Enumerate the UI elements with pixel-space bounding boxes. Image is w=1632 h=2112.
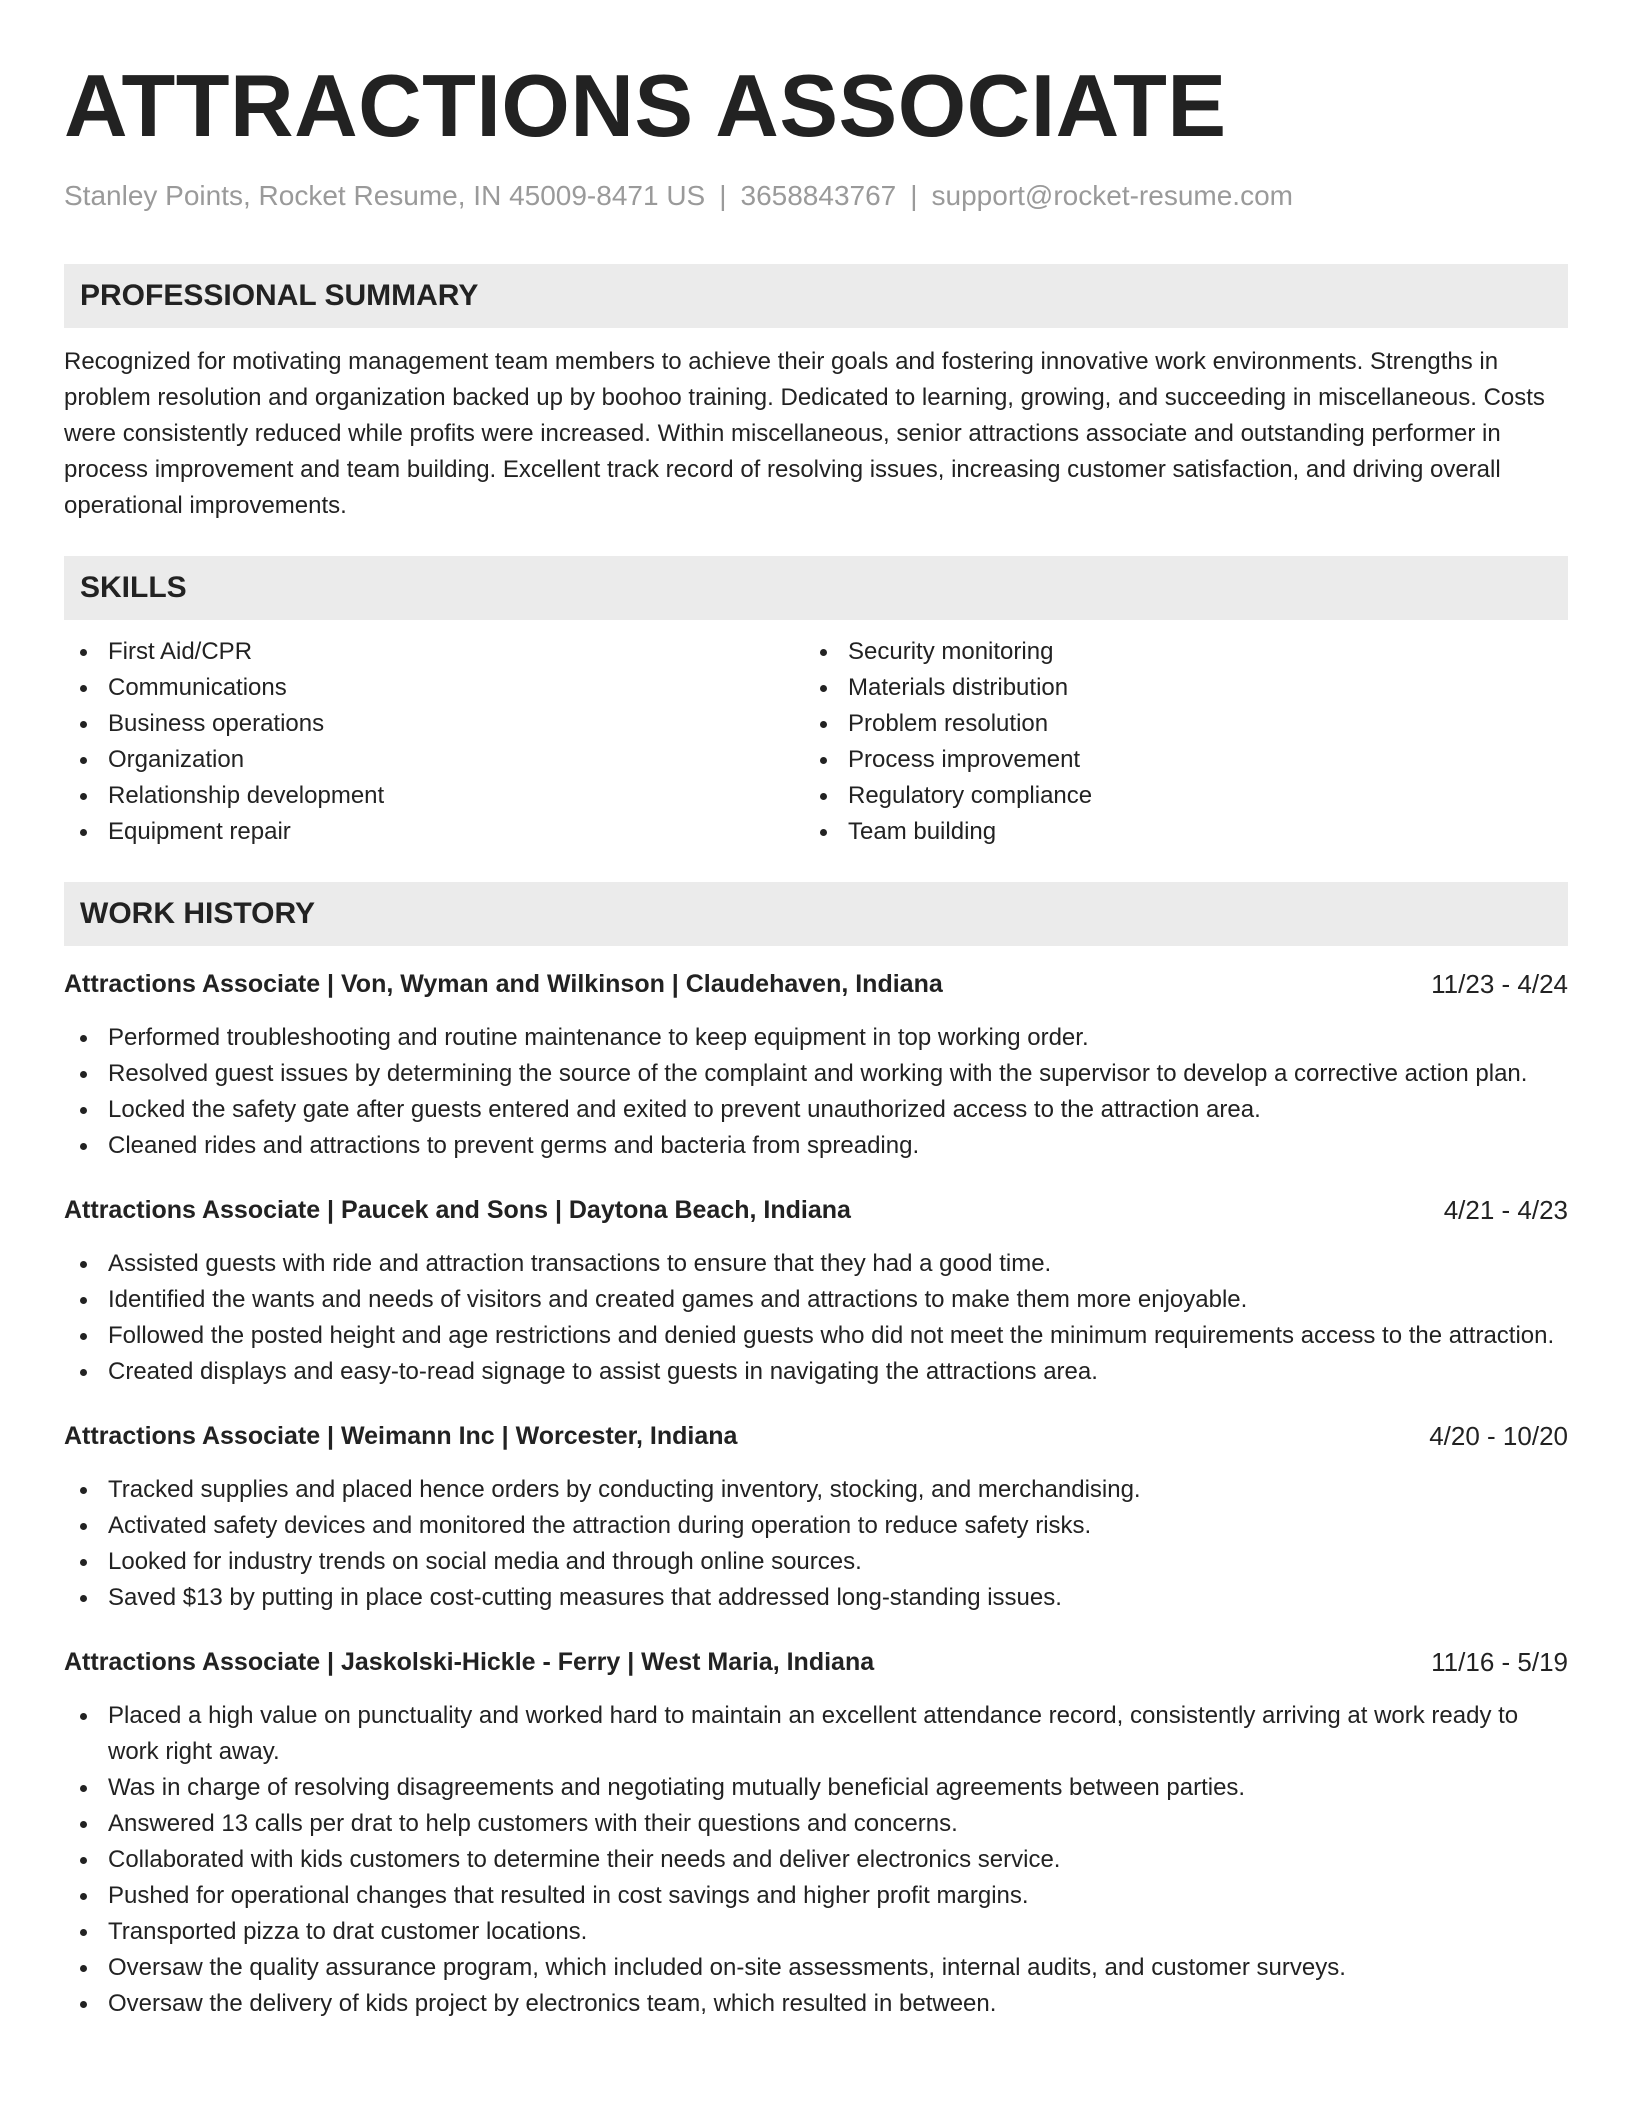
contact-email: support@rocket-resume.com: [931, 180, 1293, 211]
skills-list-left: [64, 634, 804, 850]
summary-text: Recognized for motivating management team members to achieve their goals and fostering innovative work environments. Strengths in problem resolution and organization backed up by boohoo training. Dedicated to learning, growing, and succeeding in miscellaneous. Costs were consistently reduced while profits were increased. Within miscellaneous, senior attractions associate and outstanding performer in process improvement and team building. Excellent track record of resolving issues, increasing customer satisfaction, and driving overall operational improvements.: [64, 348, 1545, 519]
job-bullets: [64, 1472, 1568, 1616]
job-bullet: Locked the safety gate after guests entered and exited to prevent unauthorized access to the attraction area.: [64, 1092, 1568, 1128]
job-dates: 11/23 - 4/24: [1431, 969, 1568, 999]
job-bullet: Resolved guest issues by determining the source of the complaint and working with the supervisor to develop a corrective action plan.: [64, 1056, 1568, 1092]
skill-item: Problem resolution: [804, 706, 1544, 742]
job-entry: [64, 1418, 1568, 1616]
job-bullets: [64, 1698, 1568, 2022]
skill-item: Business operations: [64, 706, 804, 742]
job-bullet: Created displays and easy-to-read signage to assist guests in navigating the attractions area.: [64, 1354, 1568, 1390]
section-heading-skills: SKILLS: [64, 556, 1568, 620]
job-bullet: Looked for industry trends on social media and through online sources.: [64, 1544, 1568, 1580]
skill-item: First Aid/CPR: [64, 634, 804, 670]
job-bullet: Tracked supplies and placed hence orders by conducting inventory, stocking, and merchandising.: [64, 1472, 1568, 1508]
job-bullet: Saved $13 by putting in place cost-cutting measures that addressed long-standing issues.: [64, 1580, 1568, 1616]
job-entry: [64, 966, 1568, 1164]
job-title: Attractions Associate | Weimann Inc | Worcester, Indiana: [64, 1422, 738, 1450]
job-dates: 11/16 - 5/19: [1431, 1647, 1568, 1677]
skills-columns: [64, 634, 1568, 850]
job-title: Attractions Associate | Jaskolski-Hickle - Ferry | West Maria, Indiana: [64, 1648, 875, 1676]
skills-list-right: [804, 634, 1544, 850]
job-entry: [64, 1644, 1568, 2022]
job-bullet: Answered 13 calls per drat to help customers with their questions and concerns.: [64, 1806, 1568, 1842]
job-bullet: Collaborated with kids customers to determine their needs and deliver electronics service.: [64, 1842, 1568, 1878]
job-bullets: [64, 1246, 1568, 1390]
contact-separator: |: [719, 180, 727, 211]
skill-item: Security monitoring: [804, 634, 1544, 670]
section-heading-summary: PROFESSIONAL SUMMARY: [64, 264, 1568, 328]
job-header: [64, 1644, 1568, 1680]
job-bullet: Transported pizza to drat customer locations.: [64, 1914, 1568, 1950]
skill-item: Organization: [64, 742, 804, 778]
contact-line: [64, 178, 1568, 214]
job-header: [64, 966, 1568, 1002]
job-bullet: Activated safety devices and monitored the attraction during operation to reduce safety risks.: [64, 1508, 1568, 1544]
job-bullet: Followed the posted height and age restrictions and denied guests who did not meet the minimum requirements access to the attraction.: [64, 1318, 1568, 1354]
skill-item: Relationship development: [64, 778, 804, 814]
skill-item: Team building: [804, 814, 1544, 850]
job-bullet: Pushed for operational changes that resulted in cost savings and higher profit margins.: [64, 1878, 1568, 1914]
job-bullet: Cleaned rides and attractions to prevent germs and bacteria from spreading.: [64, 1128, 1568, 1164]
contact-phone: 3658843767: [740, 180, 897, 211]
job-entry: [64, 1192, 1568, 1390]
job-title: Attractions Associate | Von, Wyman and Wilkinson | Claudehaven, Indiana: [64, 970, 943, 998]
skill-item: Regulatory compliance: [804, 778, 1544, 814]
skill-item: Materials distribution: [804, 670, 1544, 706]
job-header: [64, 1192, 1568, 1228]
job-dates: 4/20 - 10/20: [1429, 1421, 1568, 1451]
job-bullet: Performed troubleshooting and routine maintenance to keep equipment in top working order.: [64, 1020, 1568, 1056]
job-bullet: Identified the wants and needs of visitors and created games and attractions to make them more enjoyable.: [64, 1282, 1568, 1318]
section-heading-work-history: WORK HISTORY: [64, 882, 1568, 946]
job-bullet: Was in charge of resolving disagreements and negotiating mutually beneficial agreements between parties.: [64, 1770, 1568, 1806]
job-bullet: Placed a high value on punctuality and worked hard to maintain an excellent attendance record, consistently arriving at work ready to work right away.: [64, 1698, 1568, 1770]
skill-item: Communications: [64, 670, 804, 706]
contact-address: Stanley Points, Rocket Resume, IN 45009-8471 US: [64, 180, 706, 211]
resume-name-title: ATTRACTIONS ASSOCIATE: [64, 56, 1227, 155]
job-header: [64, 1418, 1568, 1454]
job-bullets: [64, 1020, 1568, 1164]
skill-item: Equipment repair: [64, 814, 804, 850]
job-bullet: Assisted guests with ride and attraction transactions to ensure that they had a good time.: [64, 1246, 1568, 1282]
job-bullet: Oversaw the quality assurance program, which included on-site assessments, internal audits, and customer surveys.: [64, 1950, 1568, 1986]
contact-separator: |: [910, 180, 918, 211]
skill-item: Process improvement: [804, 742, 1544, 778]
job-title: Attractions Associate | Paucek and Sons | Daytona Beach, Indiana: [64, 1196, 851, 1224]
job-bullet: Oversaw the delivery of kids project by electronics team, which resulted in between.: [64, 1986, 1568, 2022]
job-dates: 4/21 - 4/23: [1443, 1195, 1568, 1225]
